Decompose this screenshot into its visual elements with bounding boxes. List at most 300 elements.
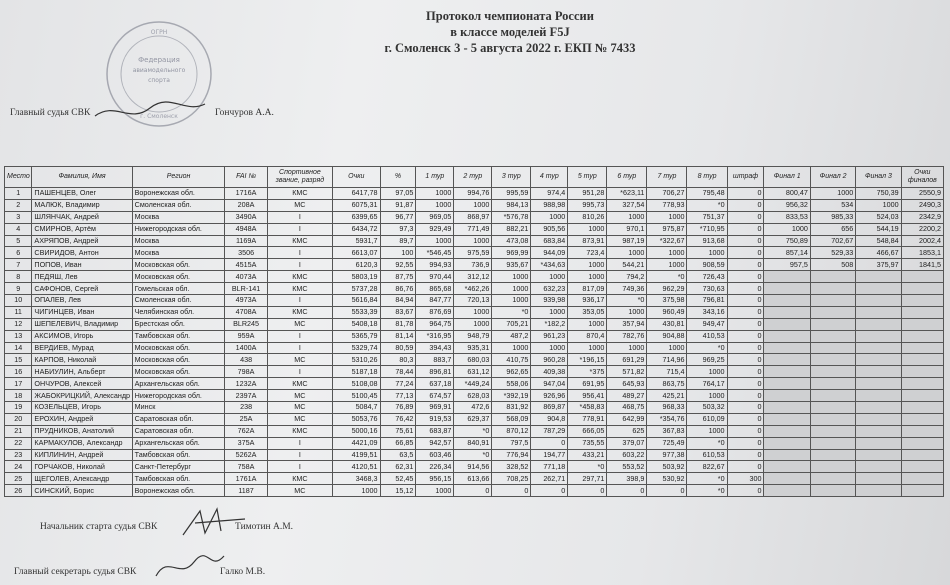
table-cell: *0 <box>568 461 607 473</box>
table-cell: I <box>267 449 332 461</box>
table-cell: 749,36 <box>607 283 647 295</box>
table-cell: *0 <box>454 449 492 461</box>
chief-judge-name: Гончуров А.А. <box>215 108 274 118</box>
table-cell: 936,17 <box>568 295 607 307</box>
table-cell: 80,3 <box>380 354 416 366</box>
table-cell: 5365,79 <box>333 330 380 342</box>
table-cell <box>901 461 943 473</box>
table-cell: 1716А <box>225 188 267 200</box>
table-cell: 1000 <box>647 211 687 223</box>
table-cell: 5084,7 <box>333 402 380 414</box>
table-cell: 959А <box>225 330 267 342</box>
table-cell: КИПЛИНИН, Андрей <box>32 449 132 461</box>
table-cell: СМИРНОВ, Артём <box>32 223 132 235</box>
table-cell: 300 <box>727 473 764 485</box>
table-cell: 571,82 <box>607 366 647 378</box>
table-cell: 964,75 <box>416 318 454 330</box>
table-cell <box>764 413 810 425</box>
table-cell: 988,98 <box>531 199 568 211</box>
table-cell: 0 <box>727 330 764 342</box>
table-cell: 942,57 <box>416 437 454 449</box>
table-cell: 226,34 <box>416 461 454 473</box>
table-row <box>5 378 944 390</box>
table-cell: BLR-141 <box>225 283 267 295</box>
table-cell: 949,47 <box>687 318 727 330</box>
table-cell: 1169А <box>225 235 267 247</box>
table-cell <box>764 402 810 414</box>
table-cell: 956,41 <box>568 390 607 402</box>
table-cell: 0 <box>727 318 764 330</box>
table-cell: 995,73 <box>568 199 607 211</box>
table-cell: 375,97 <box>856 259 901 271</box>
table-cell: 26 <box>5 485 32 497</box>
table-cell: 0 <box>727 211 764 223</box>
table-cell: 969,99 <box>492 247 531 259</box>
table-header-row <box>5 167 944 188</box>
table-cell: 876,69 <box>416 306 454 318</box>
table-cell: ПРУДНИКОВ, Анатолий <box>32 425 132 437</box>
table-cell: 375,98 <box>647 295 687 307</box>
table-cell: 84,94 <box>380 295 416 307</box>
results-table <box>4 166 944 497</box>
table-cell: Московская обл. <box>132 342 225 354</box>
table-cell: I <box>267 437 332 449</box>
table-cell: 6613,07 <box>333 247 380 259</box>
table-cell: 76,89 <box>380 402 416 414</box>
table-cell: 0 <box>727 342 764 354</box>
table-cell: 970,1 <box>607 223 647 235</box>
table-cell: 0 <box>727 413 764 425</box>
table-cell: 4073А <box>225 271 267 283</box>
column-header: 5 тур <box>568 167 607 188</box>
table-cell: 857,14 <box>764 247 810 259</box>
table-cell: *0 <box>647 271 687 283</box>
title-line-3: г. Смоленск 3 - 5 августа 2022 г. ЕКП № 7433 <box>384 41 636 55</box>
table-cell: 984,13 <box>492 199 531 211</box>
table-cell: 14 <box>5 342 32 354</box>
column-header: 8 тур <box>687 167 727 188</box>
table-cell: 0 <box>727 199 764 211</box>
table-cell: ВЕРДИЕВ, Мурад <box>32 342 132 354</box>
table-cell: КАРПОВ, Николай <box>32 354 132 366</box>
table-cell: *576,78 <box>492 211 531 223</box>
table-row <box>5 235 944 247</box>
table-cell <box>856 283 901 295</box>
table-cell: 883,7 <box>416 354 454 366</box>
table-cell: 100 <box>380 247 416 259</box>
table-cell: Москва <box>132 235 225 247</box>
table-cell: 1841,5 <box>901 259 943 271</box>
table-row <box>5 283 944 295</box>
column-header: штраф <box>727 167 764 188</box>
table-cell: 1000 <box>764 223 810 235</box>
table-cell: 3490А <box>225 211 267 223</box>
table-cell: 913,68 <box>687 235 727 247</box>
column-header: 6 тур <box>607 167 647 188</box>
table-cell: 6120,3 <box>333 259 380 271</box>
table-cell: ЧИГИНЦЕВ, Иван <box>32 306 132 318</box>
table-cell <box>856 271 901 283</box>
table-cell: Саратовская обл. <box>132 413 225 425</box>
table-cell: 375А <box>225 437 267 449</box>
column-header: Место <box>5 167 32 188</box>
table-row <box>5 485 944 497</box>
table-cell: 0 <box>727 354 764 366</box>
table-cell <box>764 425 810 437</box>
table-cell: 16 <box>5 366 32 378</box>
table-cell: 5616,84 <box>333 295 380 307</box>
table-cell: 530,92 <box>647 473 687 485</box>
table-cell <box>901 295 943 307</box>
table-cell: 944,09 <box>531 247 568 259</box>
table-cell <box>764 449 810 461</box>
table-cell <box>810 425 855 437</box>
table-cell: 4 <box>5 223 32 235</box>
table-cell: 1000 <box>607 342 647 354</box>
table-cell: 935,67 <box>492 259 531 271</box>
table-cell: 1000 <box>568 223 607 235</box>
table-cell: 1761А <box>225 473 267 485</box>
table-cell: 645,93 <box>607 378 647 390</box>
table-cell: 714,96 <box>647 354 687 366</box>
table-row <box>5 402 944 414</box>
table-cell: ПАШЕНЦЕВ, Олег <box>32 188 132 200</box>
column-header: 4 тур <box>531 167 568 188</box>
table-cell: 985,33 <box>810 211 855 223</box>
stamp-line-3: спорта <box>148 77 170 84</box>
table-cell: 736,9 <box>454 259 492 271</box>
table-row <box>5 247 944 259</box>
table-cell: КМС <box>267 235 332 247</box>
table-cell: Челябинская обл. <box>132 306 225 318</box>
table-cell <box>901 283 943 295</box>
table-cell: 995,59 <box>492 188 531 200</box>
table-cell: 0 <box>727 295 764 307</box>
table-cell: 796,81 <box>687 295 727 307</box>
table-cell: 968,33 <box>647 402 687 414</box>
table-cell: 702,67 <box>810 235 855 247</box>
table-cell: 472,6 <box>454 402 492 414</box>
table-cell: 2200,2 <box>901 223 943 235</box>
table-cell: 0 <box>727 223 764 235</box>
table-row <box>5 366 944 378</box>
table-cell: ШЛЯНЧАК, Андрей <box>32 211 132 223</box>
table-cell: 0 <box>727 188 764 200</box>
table-cell: 1000 <box>416 485 454 497</box>
table-cell <box>901 485 943 497</box>
table-cell: 4515А <box>225 259 267 271</box>
table-cell: 433,21 <box>568 449 607 461</box>
table-cell: 5737,28 <box>333 283 380 295</box>
column-header: Очки <box>333 167 380 188</box>
column-header: Финал 1 <box>764 167 810 188</box>
table-cell <box>856 295 901 307</box>
table-cell: 683,84 <box>531 235 568 247</box>
table-cell: *354,76 <box>647 413 687 425</box>
table-cell: 1000 <box>607 306 647 318</box>
table-cell <box>764 271 810 283</box>
table-cell: 1000 <box>687 366 727 378</box>
table-cell: 817,09 <box>568 283 607 295</box>
table-cell: 629,37 <box>454 413 492 425</box>
table-cell: Архангельская обл. <box>132 437 225 449</box>
table-cell <box>856 354 901 366</box>
table-cell: 948,79 <box>454 330 492 342</box>
table-cell: *0 <box>492 306 531 318</box>
table-cell: 762А <box>225 425 267 437</box>
table-cell: *0 <box>687 437 727 449</box>
table-cell: 778,91 <box>568 413 607 425</box>
table-cell: *449,24 <box>454 378 492 390</box>
table-cell: 0 <box>727 306 764 318</box>
table-cell: 1000 <box>454 318 492 330</box>
table-cell: 810,26 <box>568 211 607 223</box>
table-cell <box>901 318 943 330</box>
table-cell: 904,88 <box>647 330 687 342</box>
table-cell: 5053,76 <box>333 413 380 425</box>
table-cell: 534 <box>810 199 855 211</box>
table-row <box>5 318 944 330</box>
table-cell <box>856 485 901 497</box>
table-cell: 77,24 <box>380 378 416 390</box>
table-cell: 960,28 <box>531 354 568 366</box>
table-cell: Нижегородская обл. <box>132 223 225 235</box>
table-cell: 1000 <box>568 271 607 283</box>
table-cell: 778,93 <box>647 199 687 211</box>
table-row <box>5 199 944 211</box>
table-cell: 962,65 <box>492 366 531 378</box>
start-chief-name: Тимотин А.М. <box>235 522 294 532</box>
table-cell: 0 <box>568 485 607 497</box>
table-cell <box>810 402 855 414</box>
table-cell: 78,44 <box>380 366 416 378</box>
table-cell: 969,05 <box>416 211 454 223</box>
table-cell: 0 <box>727 402 764 414</box>
table-cell: 691,29 <box>607 354 647 366</box>
table-cell: 80,59 <box>380 342 416 354</box>
table-cell: Тамбовская обл. <box>132 330 225 342</box>
table-cell: 735,55 <box>568 437 607 449</box>
table-cell <box>856 473 901 485</box>
table-cell: ОПАЛЕВ, Лев <box>32 295 132 307</box>
table-cell <box>810 271 855 283</box>
column-header: Регион <box>132 167 225 188</box>
table-cell: 357,94 <box>607 318 647 330</box>
table-cell <box>901 413 943 425</box>
table-cell: I <box>267 330 332 342</box>
chief-secretary-signature <box>150 550 230 584</box>
table-cell: 0 <box>492 485 531 497</box>
table-cell: 97,3 <box>380 223 416 235</box>
table-cell: 868,97 <box>454 211 492 223</box>
table-cell: 969,25 <box>687 354 727 366</box>
table-cell: МС <box>267 413 332 425</box>
table-cell: *0 <box>607 295 647 307</box>
table-cell: 4199,51 <box>333 449 380 461</box>
table-cell: I <box>267 211 332 223</box>
table-cell: 4948А <box>225 223 267 235</box>
table-row <box>5 271 944 283</box>
table-cell: 771,18 <box>531 461 568 473</box>
table-cell: 508 <box>810 259 855 271</box>
table-cell: 0 <box>727 247 764 259</box>
table-cell: 92,55 <box>380 259 416 271</box>
table-cell: 0 <box>607 485 647 497</box>
table-cell: ОНЧУРОВ, Алексей <box>32 378 132 390</box>
table-cell: 771,49 <box>454 223 492 235</box>
table-cell <box>856 318 901 330</box>
table-cell: 3468,3 <box>333 473 380 485</box>
table-cell: 8 <box>5 271 32 283</box>
table-cell: 312,12 <box>454 271 492 283</box>
table-cell: 503,92 <box>647 461 687 473</box>
table-cell: МС <box>267 485 332 497</box>
table-cell: 18 <box>5 390 32 402</box>
table-cell: 1000 <box>454 199 492 211</box>
table-cell: 637,18 <box>416 378 454 390</box>
table-cell: САФОНОВ, Сергей <box>32 283 132 295</box>
table-cell: 66,85 <box>380 437 416 449</box>
table-cell: 5329,74 <box>333 342 380 354</box>
column-header: 7 тур <box>647 167 687 188</box>
table-cell: 398,9 <box>607 473 647 485</box>
table-cell: 951,28 <box>568 188 607 200</box>
table-cell <box>764 485 810 497</box>
table-cell: 1000 <box>607 211 647 223</box>
table-cell: 957,5 <box>764 259 810 271</box>
table-cell: 5533,39 <box>333 306 380 318</box>
table-cell: МАЛЮК, Владимир <box>32 199 132 211</box>
table-cell: 81,78 <box>380 318 416 330</box>
table-cell <box>810 330 855 342</box>
column-header: Очки финалов <box>901 167 943 188</box>
column-header: % <box>380 167 416 188</box>
table-cell: 6075,31 <box>333 199 380 211</box>
table-cell: 5108,08 <box>333 378 380 390</box>
table-cell: 1000 <box>454 235 492 247</box>
table-cell: 683,87 <box>416 425 454 437</box>
table-cell: 409,38 <box>531 366 568 378</box>
table-cell: 529,33 <box>810 247 855 259</box>
table-cell: *322,67 <box>647 235 687 247</box>
table-cell: 666,05 <box>568 425 607 437</box>
table-cell: 3 <box>5 211 32 223</box>
table-cell: 6399,65 <box>333 211 380 223</box>
stamp-line-4: ОГРН <box>150 29 168 36</box>
table-cell: 833,53 <box>764 211 810 223</box>
table-cell: Минск <box>132 402 225 414</box>
table-cell: 15,12 <box>380 485 416 497</box>
table-cell: 994,76 <box>454 188 492 200</box>
table-cell: КОЗЕЛЬЦЕВ, Игорь <box>32 402 132 414</box>
table-cell: КМС <box>267 378 332 390</box>
table-cell: ЕРОХИН, Андрей <box>32 413 132 425</box>
table-cell: 869,87 <box>531 402 568 414</box>
table-cell: 81,14 <box>380 330 416 342</box>
table-cell: 1000 <box>810 188 855 200</box>
table-cell: 691,95 <box>568 378 607 390</box>
table-cell: 764,17 <box>687 378 727 390</box>
table-cell: 935,31 <box>454 342 492 354</box>
table-cell: 76,42 <box>380 413 416 425</box>
table-cell: 960,49 <box>647 306 687 318</box>
column-header: Спортивное звание, разряд <box>267 167 332 188</box>
table-cell: Москва <box>132 247 225 259</box>
table-cell: 610,09 <box>687 413 727 425</box>
table-cell: 425,21 <box>647 390 687 402</box>
table-cell: 22 <box>5 437 32 449</box>
table-cell: 603,46 <box>416 449 454 461</box>
table-cell: I <box>267 461 332 473</box>
table-cell: 473,08 <box>492 235 531 247</box>
table-cell: 89,7 <box>380 235 416 247</box>
table-cell: 2 <box>5 199 32 211</box>
chief-judge-label: Главный судья СВК <box>10 108 91 118</box>
table-cell: 86,76 <box>380 283 416 295</box>
table-cell <box>764 461 810 473</box>
table-cell: 5803,19 <box>333 271 380 283</box>
table-cell: 5000,16 <box>333 425 380 437</box>
table-cell <box>764 295 810 307</box>
table-cell: Тамбовская обл. <box>132 449 225 461</box>
table-cell <box>856 413 901 425</box>
table-cell: 1000 <box>568 318 607 330</box>
table-cell <box>901 437 943 449</box>
table-cell: 758А <box>225 461 267 473</box>
table-row <box>5 330 944 342</box>
table-cell: Саратовская обл. <box>132 425 225 437</box>
table-cell: КМС <box>267 425 332 437</box>
table-cell: 4421,09 <box>333 437 380 449</box>
table-cell: 10 <box>5 295 32 307</box>
table-cell: 63,5 <box>380 449 416 461</box>
table-cell: 20 <box>5 413 32 425</box>
table-cell: 603,22 <box>607 449 647 461</box>
chief-secretary-name: Галко М.В. <box>220 567 266 577</box>
table-cell <box>810 306 855 318</box>
table-cell: 353,05 <box>568 306 607 318</box>
table-cell: СИНСКИЙ, Борис <box>32 485 132 497</box>
table-cell: 970,44 <box>416 271 454 283</box>
table-cell: I <box>267 259 332 271</box>
table-cell: 708,25 <box>492 473 531 485</box>
table-cell: 1000 <box>647 247 687 259</box>
table-cell: 977,38 <box>647 449 687 461</box>
table-cell: 873,91 <box>568 235 607 247</box>
table-cell: 438 <box>225 354 267 366</box>
table-cell: 17 <box>5 378 32 390</box>
table-cell: 2342,9 <box>901 211 943 223</box>
table-cell: 6417,78 <box>333 188 380 200</box>
table-cell: 987,19 <box>607 235 647 247</box>
table-cell: 15 <box>5 354 32 366</box>
table-cell: 751,37 <box>687 211 727 223</box>
table-cell: 974,4 <box>531 188 568 200</box>
table-cell: 553,52 <box>607 461 647 473</box>
table-cell: ЩЕГОЛЕВ, Александр <box>32 473 132 485</box>
table-cell <box>810 390 855 402</box>
table-cell: 904,8 <box>531 413 568 425</box>
table-cell: 870,4 <box>568 330 607 342</box>
table-cell <box>764 283 810 295</box>
table-cell <box>764 437 810 449</box>
table-cell <box>856 390 901 402</box>
table-cell: 91,87 <box>380 199 416 211</box>
table-cell: 13 <box>5 330 32 342</box>
table-cell: 865,68 <box>416 283 454 295</box>
table-cell: Санкт-Петербург <box>132 461 225 473</box>
table-cell <box>901 354 943 366</box>
